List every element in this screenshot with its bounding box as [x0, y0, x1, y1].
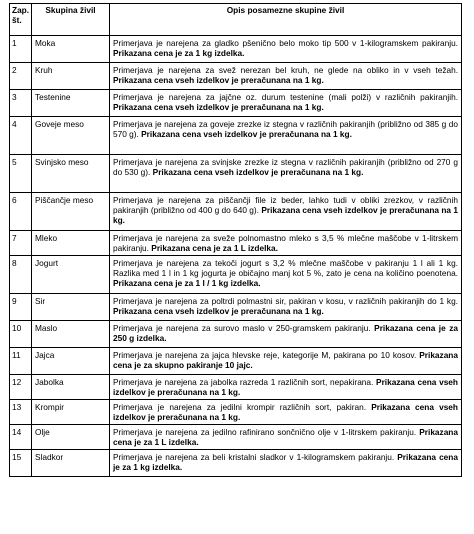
row-food-group: Moka: [32, 36, 110, 63]
row-number: 3: [10, 90, 32, 117]
table-header-row: [10, 4, 462, 36]
table-row: [10, 155, 462, 193]
price-note: Prikazana cena vseh izdelkov je preračunana na 1 kg.: [141, 129, 352, 139]
row-number: 12: [10, 375, 32, 400]
row-description: [110, 256, 462, 294]
row-food-group: Goveje meso: [32, 117, 110, 155]
table-row: [10, 117, 462, 155]
header-number: [10, 4, 32, 36]
table-row: [10, 193, 462, 231]
price-note: Prikazana cena vseh izdelkov je preračunana na 1 kg.: [113, 377, 458, 397]
description-text: Primerjava je narejena za piščančji file iz beder, lahko tudi v obliki zrezkov, v različnih pakiranjih (približno od 400 g do 640 g).: [113, 195, 458, 215]
description-text: Primerjava je narejena za goveje zrezke iz stegna v različnih pakiranjih (približno od 385 g do 570 g).: [113, 119, 458, 139]
row-description: [110, 36, 462, 63]
description-text: Primerjava je narejena za svinjske zrezke iz stegna v različnih pakiranjih (približno od 270 g do 530 g).: [113, 157, 458, 177]
price-note: Prikazana cena vseh izdelkov je preračunana na 1 kg.: [113, 102, 324, 112]
table-row: [10, 256, 462, 294]
price-note: Prikazana cena vseh izdelkov je preračunana na 1 kg.: [113, 402, 458, 422]
row-description: [110, 193, 462, 231]
table-row: [10, 348, 462, 375]
price-note: Prikazana cena je za 1 kg izdelka.: [113, 452, 458, 472]
row-food-group: Mleko: [32, 231, 110, 256]
food-groups-table: [9, 3, 462, 477]
price-note: Prikazana cena vseh izdelkov je preračunana na 1 kg.: [113, 75, 324, 85]
row-number: 1: [10, 36, 32, 63]
table-row: [10, 90, 462, 117]
row-description: [110, 450, 462, 477]
price-note: Prikazana cena vseh izdelkov je preračunana na 1 kg.: [113, 306, 324, 316]
price-note: Prikazana cena vseh izdelkov je preračunana na 1 kg.: [113, 205, 458, 225]
description-text: Primerjava je narejena za surovo maslo v 250-gramskem pakiranju.: [113, 323, 375, 333]
row-food-group: Olje: [32, 425, 110, 450]
table-row: [10, 294, 462, 321]
price-note: Prikazana cena je za skupno pakiranje 10 jajc.: [113, 350, 458, 370]
row-food-group: Jajca: [32, 348, 110, 375]
row-number: 15: [10, 450, 32, 477]
header-group: Skupina živil: [32, 4, 110, 36]
row-number: 6: [10, 193, 32, 231]
row-description: [110, 425, 462, 450]
row-number: 14: [10, 425, 32, 450]
table-row: [10, 231, 462, 256]
row-number: 13: [10, 400, 32, 425]
row-number: 4: [10, 117, 32, 155]
description-text: Primerjava je narejena za jedilno rafinirano sončnično olje v 1-litrskem pakiranju.: [113, 427, 420, 437]
row-number: 5: [10, 155, 32, 193]
table-row: [10, 400, 462, 425]
row-food-group: Piščančje meso: [32, 193, 110, 231]
table-body: [10, 36, 462, 477]
row-food-group: Svinjsko meso: [32, 155, 110, 193]
header-zap: Zap.: [12, 5, 30, 15]
header-description: Opis posamezne skupine živil: [110, 4, 462, 36]
price-note: Prikazana cena je za 1 kg izdelka.: [113, 48, 245, 58]
table-row: [10, 36, 462, 63]
description-text: Primerjava je narejena za poltrdi polmastni sir, pakiran v kosu, v različnih pakiranjih do 1 kg.: [113, 296, 458, 306]
row-food-group: Krompir: [32, 400, 110, 425]
row-description: [110, 155, 462, 193]
description-text: Primerjava je narejena za tekoči jogurt s 3,2 % mlečne maščobe v pakiranju 1 l ali 1 kg. Razlika med 1 l in 1 kg jogurta je običajno manj kot 5 %, zato je cena na količino poenotena.: [113, 258, 458, 278]
table-row: [10, 375, 462, 400]
table-row: [10, 321, 462, 348]
description-text: Primerjava je narejena za beli kristalni sladkor v 1-kilogramskem pakiranju.: [113, 452, 398, 462]
description-text: Primerjava je narejena za jajčne oz. durum testenine (mali polži) v različnih pakiranjih.: [113, 92, 458, 102]
row-number: 7: [10, 231, 32, 256]
price-note: Prikazana cena vseh izdelkov je preračunana na 1 kg.: [152, 167, 364, 177]
row-food-group: Jabolka: [32, 375, 110, 400]
description-text: Primerjava je narejena za svež nerezan bel kruh, ne glede na obliko in v vseh težah.: [113, 65, 458, 75]
row-number: 9: [10, 294, 32, 321]
table-row: [10, 63, 462, 90]
description-text: Primerjava je narejena za jajca hlevske reje, kategorije M, pakirana po 10 kosov.: [113, 350, 420, 360]
row-description: [110, 400, 462, 425]
row-description: [110, 321, 462, 348]
row-description: [110, 231, 462, 256]
row-food-group: Sladkor: [32, 450, 110, 477]
price-note: Prikazana cena je za 1 L izdelka.: [113, 427, 458, 447]
row-number: 10: [10, 321, 32, 348]
price-note: Prikazana cena je za 250 g izdelka.: [113, 323, 458, 343]
row-food-group: Maslo: [32, 321, 110, 348]
row-description: [110, 375, 462, 400]
price-note: Prikazana cena je za 1 L izdelka.: [151, 243, 278, 253]
row-number: 11: [10, 348, 32, 375]
description-text: Primerjava je narejena za sveže polnomastno mleko s 3,5 % mlečne maščobe v 1-litrskem pakiranju.: [113, 233, 458, 253]
row-food-group: Jogurt: [32, 256, 110, 294]
row-food-group: Kruh: [32, 63, 110, 90]
row-number: 2: [10, 63, 32, 90]
row-description: [110, 294, 462, 321]
food-groups-document: [9, 3, 461, 477]
description-text: Primerjava je narejena za jabolka razreda 1 različnih sort, nepakirana.: [113, 377, 377, 387]
header-st: št.: [12, 15, 22, 25]
row-number: 8: [10, 256, 32, 294]
row-food-group: Sir: [32, 294, 110, 321]
row-description: [110, 117, 462, 155]
row-description: [110, 63, 462, 90]
description-text: Primerjava je narejena za gladko pšenično belo moko tip 500 v 1-kilogramskem pakiranju.: [113, 38, 458, 48]
description-text: Primerjava je narejena za jedilni krompir različnih sort, pakiran.: [113, 402, 372, 412]
price-note: Prikazana cena je za 1 l / 1 kg izdelka.: [113, 278, 261, 288]
row-food-group: Testenine: [32, 90, 110, 117]
table-row: [10, 450, 462, 477]
row-description: [110, 90, 462, 117]
table-row: [10, 425, 462, 450]
row-description: [110, 348, 462, 375]
